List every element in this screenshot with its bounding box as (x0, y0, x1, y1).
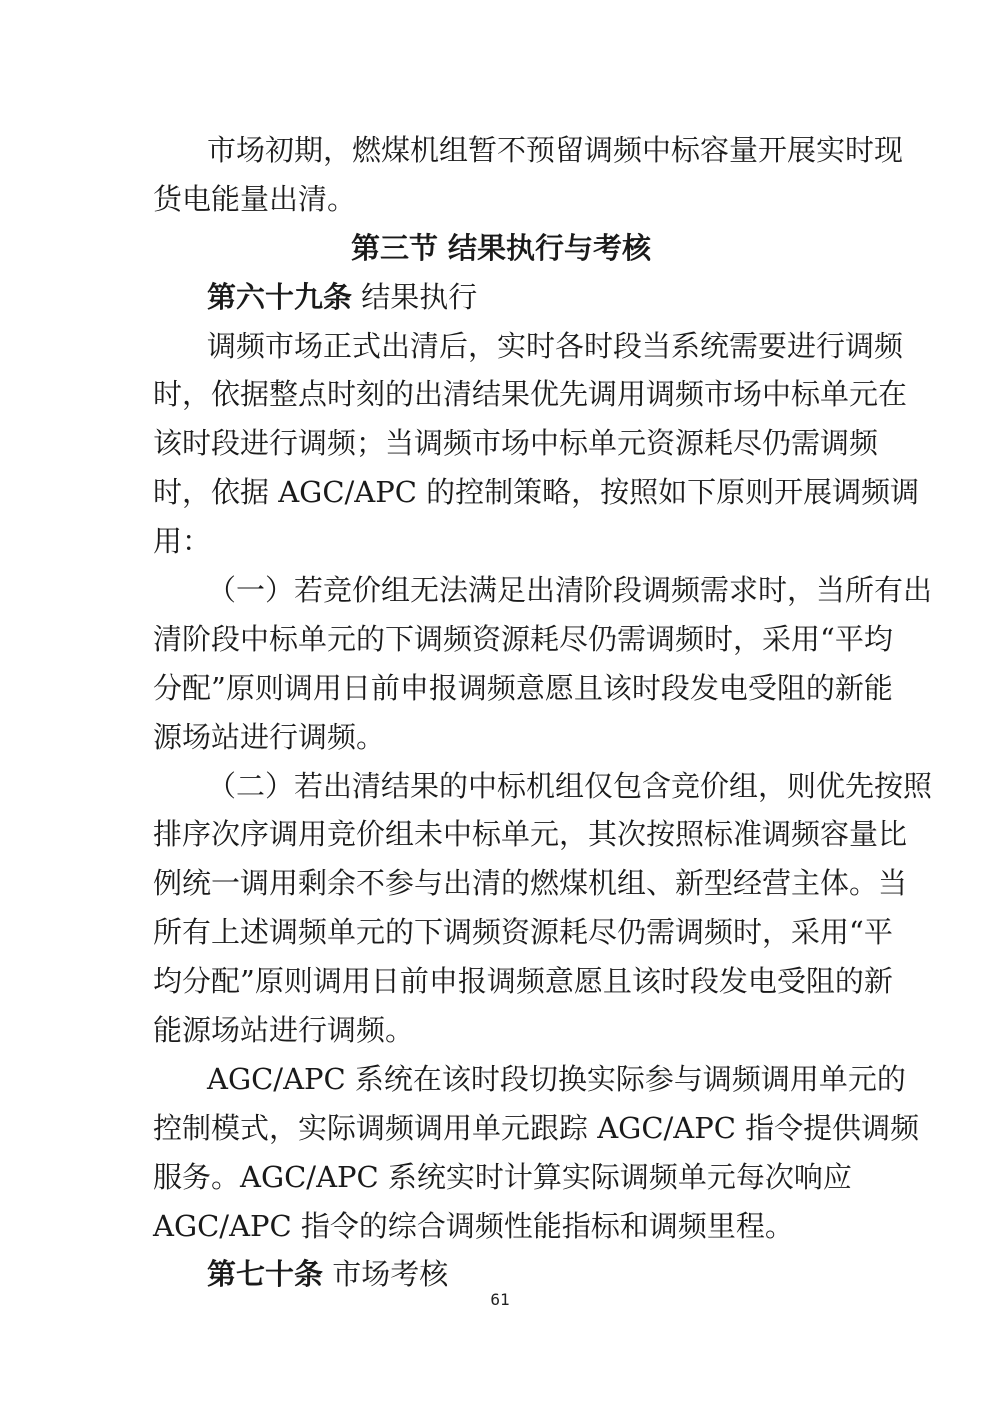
article-heading (153, 273, 849, 322)
paragraph (153, 1055, 920, 1251)
article-title: 结果执行 (361, 279, 478, 314)
text-line: 时，依据 AGC/APC 的控制策略，按照如下原则开展调频调 (153, 475, 920, 510)
section-title: 第三节 结果执行与考核 (350, 230, 652, 265)
text-line: 均分配”原则调用日前申报调频意愿且该时段发电受阻的新 (153, 964, 893, 999)
text-line: （一）若竞价组无法满足出清阶段调频需求时，当所有出 (207, 573, 933, 608)
article-number: 第六十九条 (207, 279, 353, 314)
page-number: 61 (490, 1290, 510, 1309)
text-line: AGC/APC 系统在该时段切换实际参与调频调用单元的 (207, 1061, 906, 1096)
section-heading (153, 224, 849, 273)
paragraph (153, 126, 904, 224)
text-line: 货电能量出清。 (153, 181, 357, 216)
text-line: 时，依据整点时刻的出清结果优先调用调频市场中标单元在 (153, 377, 908, 412)
text-line: （二）若出清结果的中标机组仅包含竞价组，则优先按照 (207, 768, 933, 803)
paragraph (153, 566, 933, 762)
paragraph (153, 322, 920, 566)
text-line: 调频市场正式出清后，实时各时段当系统需要进行调频 (207, 328, 904, 363)
text-line: 控制模式，实际调频调用单元跟踪 AGC/APC 指令提供调频 (153, 1110, 920, 1145)
document-body (153, 126, 933, 1299)
text-line: 市场初期，燃煤机组暂不预留调频中标容量开展实时现 (207, 133, 904, 167)
text-line: AGC/APC 指令的综合调频性能指标和调频里程。 (153, 1208, 794, 1243)
paragraph (153, 762, 933, 1055)
text-line: 能源场站进行调频。 (153, 1013, 415, 1048)
text-line: 该时段进行调频；当调频市场中标单元资源耗尽仍需调频 (153, 426, 879, 461)
article-title: 市场考核 (332, 1257, 449, 1292)
text-line: 源场站进行调频。 (153, 719, 386, 754)
article-line (153, 273, 849, 322)
text-line: 清阶段中标单元的下调频资源耗尽仍需调频时，采用“平均 (153, 621, 893, 656)
text-line: 例统一调用剩余不参与出清的燃煤机组、新型经营主体。当 (153, 866, 908, 901)
text-line: 分配”原则调用日前申报调频意愿且该时段发电受阻的新能 (153, 670, 893, 705)
text-line: 所有上述调频单元的下调频资源耗尽仍需调频时，采用“平 (153, 915, 893, 950)
text-line: 排序次序调用竞价组未中标单元，其次按照标准调频容量比 (153, 817, 908, 852)
text-line: 用： (153, 524, 212, 559)
article-number: 第七十条 (207, 1257, 324, 1292)
text-line: 服务。AGC/APC 系统实时计算实际调频单元每次响应 (153, 1159, 852, 1194)
